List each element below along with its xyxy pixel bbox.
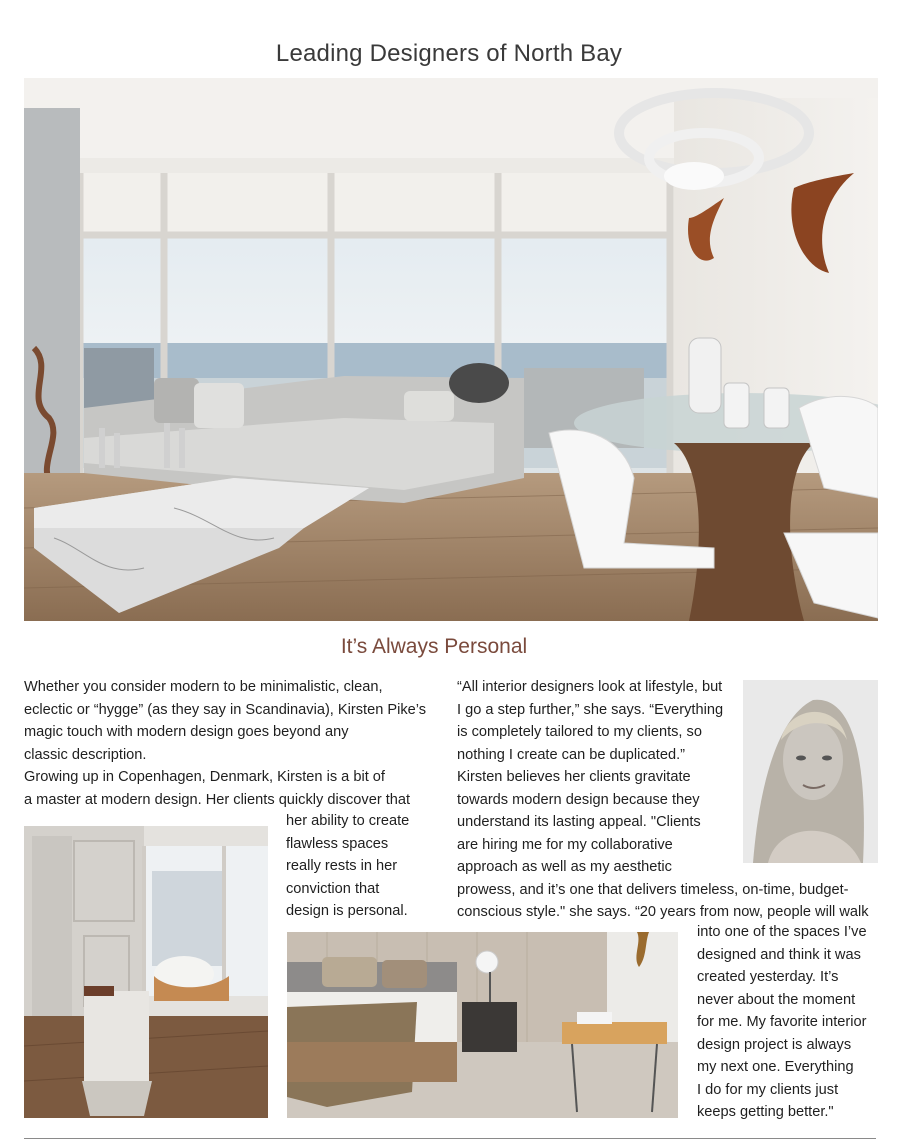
hallway-lounge-photo <box>24 826 268 1118</box>
quote-tail-text <box>697 921 887 1124</box>
footer-divider <box>24 1138 876 1139</box>
intro-paragraph <box>24 676 444 811</box>
designer-portrait-photo <box>743 680 878 863</box>
text-line: are hiring me for my collaborative <box>457 836 673 853</box>
text-line: Growing up in Copenhagen, Denmark, Kirsten is a bit of <box>24 769 385 785</box>
text-line: created yesterday. It’s <box>697 969 839 985</box>
text-line: “All interior designers look at lifestyle, but <box>457 679 723 695</box>
quote-paragraph <box>457 676 869 924</box>
text-line: I go a step further,” she says. “Everything <box>457 701 724 718</box>
text-line: is completely tailored to my clients, so <box>457 724 702 740</box>
text-line: designed and think it was <box>697 946 861 963</box>
text-line: keeps getting better." <box>697 1104 834 1120</box>
text-line: flawless spaces <box>286 835 389 852</box>
text-line: never about the moment <box>697 991 856 1008</box>
text-line: design is personal. <box>286 903 408 919</box>
article-subtitle: It’s Always Personal <box>340 635 528 658</box>
text-line: approach as well as my aesthetic <box>457 859 672 875</box>
text-line: a master at modern design. Her clients quickly discover that <box>24 791 411 808</box>
text-line: understand its lasting appeal. "Clients <box>457 814 701 830</box>
text-line: really rests in her <box>286 858 398 874</box>
text-line: classic description. <box>24 746 147 763</box>
intro-wrap-text <box>286 810 436 923</box>
text-line: prowess, and it’s one that delivers timeless, on-time, budget- <box>457 881 849 898</box>
text-line: towards modern design because they <box>457 791 700 808</box>
text-line: conscious style." she says. “20 years from now, people will walk <box>457 904 869 920</box>
text-line: conviction that <box>286 880 380 897</box>
text-line: nothing I create can be duplicated.” <box>457 746 685 763</box>
text-line: Kirsten believes her clients gravitate <box>457 769 691 785</box>
text-line: for me. My favorite interior <box>697 1014 867 1030</box>
bedroom-photo <box>287 932 678 1118</box>
text-line: her ability to create <box>286 813 410 829</box>
text-line: into one of the spaces I’ve <box>697 924 867 940</box>
text-line: eclectic or “hygge” (as they say in Scandinavia), Kirsten Pike’s <box>24 701 427 718</box>
text-line: I do for my clients just <box>697 1081 839 1098</box>
text-line: Whether you consider modern to be minimalistic, clean, <box>24 679 383 695</box>
text-line: design project is always <box>697 1036 852 1053</box>
hero-living-room-photo <box>24 78 878 621</box>
text-line: magic touch with modern design goes beyond any <box>24 724 349 740</box>
text-line: my next one. Everything <box>697 1059 854 1075</box>
page-title: Leading Designers of North Bay <box>275 40 623 67</box>
